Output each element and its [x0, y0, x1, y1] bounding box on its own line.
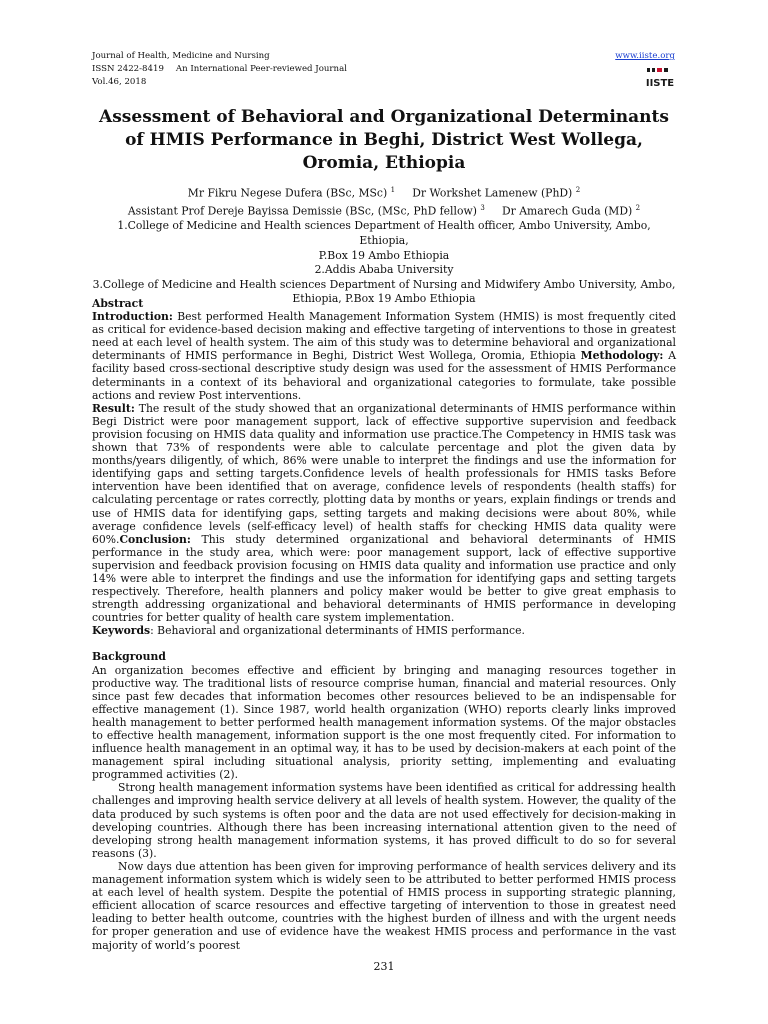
paper-body	[92, 297, 676, 952]
abstract-result	[92, 402, 676, 625]
affiliation-mark: 2	[575, 186, 581, 194]
author-line-2	[92, 201, 676, 219]
background-paragraph: An organization becomes effective and efficient by bringing and managing resources together in productive way. The traditional lists of resource comprise human, financial and material resources. Only since past few decades that information becomes other resources believed to be an indispensable for effective management (1). Since 1987, world health organization (WHO) reports clearly links improved health management to better performed health management information systems. Of the major obstacles to effective health management, information support is the one most frequently cited. For information to influence health management in an optimal way, it has to be used by decision-makers at each point of the management spiral including situational analysis, priority setting, implementing and evaluating programmed activities (2).	[92, 663, 676, 782]
paragraph-text: The result of the study showed that an organizational determinants of HMIS performance within Begi District were poor management support, lack of effective supportive supervision and feedback provision focusing on HMIS data quality and information use practice.The Competency in HMIS task was shown that 73% of respondents were able to calculate percentage and plot the given data by months/years diligently, of which, 86% were unable to interpret the findings and use the information for identifying gaps and setting targets.Confidence levels of health professionals for HMIS tasks Before intervention have been identified that on average, confidence levels of respondents (health staffs) for calculating percentage or rates correctly, plotting data by months or years, explain findings or trends and use of HMIS data for identifying gaps, setting targets and making decisions were about 80%, while average confidence levels (self-efficacy level) of health staffs for checking HMIS data quality were 60%.	[92, 401, 676, 546]
iiste-logo	[645, 66, 675, 90]
keywords	[92, 624, 676, 637]
journal-type: An International Peer-reviewed Journal	[175, 64, 347, 74]
affiliation: 1.College of Medicine and Health sciences Department of Health officer, Ambo University, Ambo, Ethiopia,	[117, 219, 651, 247]
logo-text: IISTE	[645, 78, 675, 89]
journal-url-link[interactable]: www.iiste.org	[615, 51, 675, 61]
paper-title: Assessment of Behavioral and Organizational Determinants of HMIS Performance in Beghi, District West Wollega, Oromia, Ethiopia	[99, 107, 669, 173]
affiliation-mark: 3	[480, 204, 485, 213]
affiliation: P.Box 19 Ambo Ethiopia	[318, 248, 450, 262]
affiliation-mark: 1	[390, 186, 396, 194]
volume: Vol.46, 2018	[92, 77, 147, 87]
background-heading: Background	[92, 650, 166, 664]
author-name: Assistant Prof Dereje Bayissa Demissie (BSc, (MSc, PhD fellow)	[127, 204, 477, 218]
author-name: Mr Fikru Negese Dufera (BSc, MSc)	[187, 186, 388, 200]
background-paragraph: Now days due attention has been given for improving performance of health services delivery and its management information system which is widely seen to be attributed to better performed HMIS process at each level of health system. Despite the potential of HMIS process in supporting strategic planning, efficient allocation of scarce resources and effective targeting of intervention to those in greatest need leading to better health outcome, countries with the highest burden of illness and with the urgent needs for proper generation and use of evidence have the weakest HMIS process and performance in the vast majority of world’s poorest	[92, 859, 676, 952]
affiliation-mark: 2	[635, 204, 641, 213]
author-line-1	[92, 183, 676, 201]
journal-header-right	[615, 50, 675, 63]
section-label: Introduction:	[92, 310, 173, 324]
paragraph-text: Best performed Health Management Information System (HMIS) is most frequently cited as critical for evidence-based decision making and effective targeting of interventions to those in greatest need at each level of health system. The aim of this study was to determine behavioral and organizational determinants of HMIS performance in Beghi, District West Wollega, Oromia, Ethiopia	[92, 310, 676, 363]
author-name: Dr Workshet Lamenew (PhD)	[412, 186, 573, 200]
journal-header	[92, 50, 347, 89]
affiliation: 3.College of Medicine and Health sciences Department of Nursing and Midwifery Ambo University, Ambo,	[92, 277, 676, 291]
section-label: Result:	[92, 401, 135, 415]
section-label: Conclusion:	[119, 532, 191, 546]
background-paragraph: Strong health management information systems have been identified as critical for addressing health challenges and improving health service delivery at all levels of health system. However, the quality of the data produced by such systems is often poor and the data are not used effectively for decision-making in developing countries. Although there has been increasing international attention given to the need of developing strong health management information systems, it has proved difficult to do so for several reasons (3).	[92, 781, 676, 860]
section-label: Methodology:	[580, 349, 664, 363]
paragraph-text: A facility based cross-sectional descriptive study design was used for the assessment of HMIS Performance determinants in a context of its behavioral and organizational categories to formulate, take possible actions and review Post interventions.	[92, 349, 676, 402]
affiliation: Ethiopia, P.Box 19 Ambo Ethiopia	[292, 292, 476, 306]
affiliation: 2.Addis Ababa University	[314, 263, 454, 277]
page-number: 231	[373, 960, 395, 973]
abstract-intro	[92, 310, 676, 402]
author-name: Dr Amarech Guda (MD)	[502, 204, 633, 218]
abstract-heading: Abstract	[92, 297, 144, 310]
author-block	[92, 183, 676, 307]
paragraph-text: This study determined organizational and behavioral determinants of HMIS performance in the study area, which were: poor management support, lack of effective supportive supervision and feedback provision focusing on HMIS data quality and information use practice and only 14% were able to interpret the findings and use the information for identifying gaps and setting targets respectively. Therefore, health planners and policy maker would be better to give great emphasis to strength addressing organizational and behavioral determinants of HMIS performance in developing countries for better quality of health care system implementation.	[92, 532, 676, 625]
issn: ISSN 2422-8419	[92, 64, 164, 74]
journal-name: Journal of Health, Medicine and Nursing	[92, 51, 270, 61]
paragraph-text: : Behavioral and organizational determinants of HMIS performance.	[150, 624, 525, 638]
issn-line	[92, 63, 347, 76]
section-label: Keywords	[92, 624, 151, 638]
